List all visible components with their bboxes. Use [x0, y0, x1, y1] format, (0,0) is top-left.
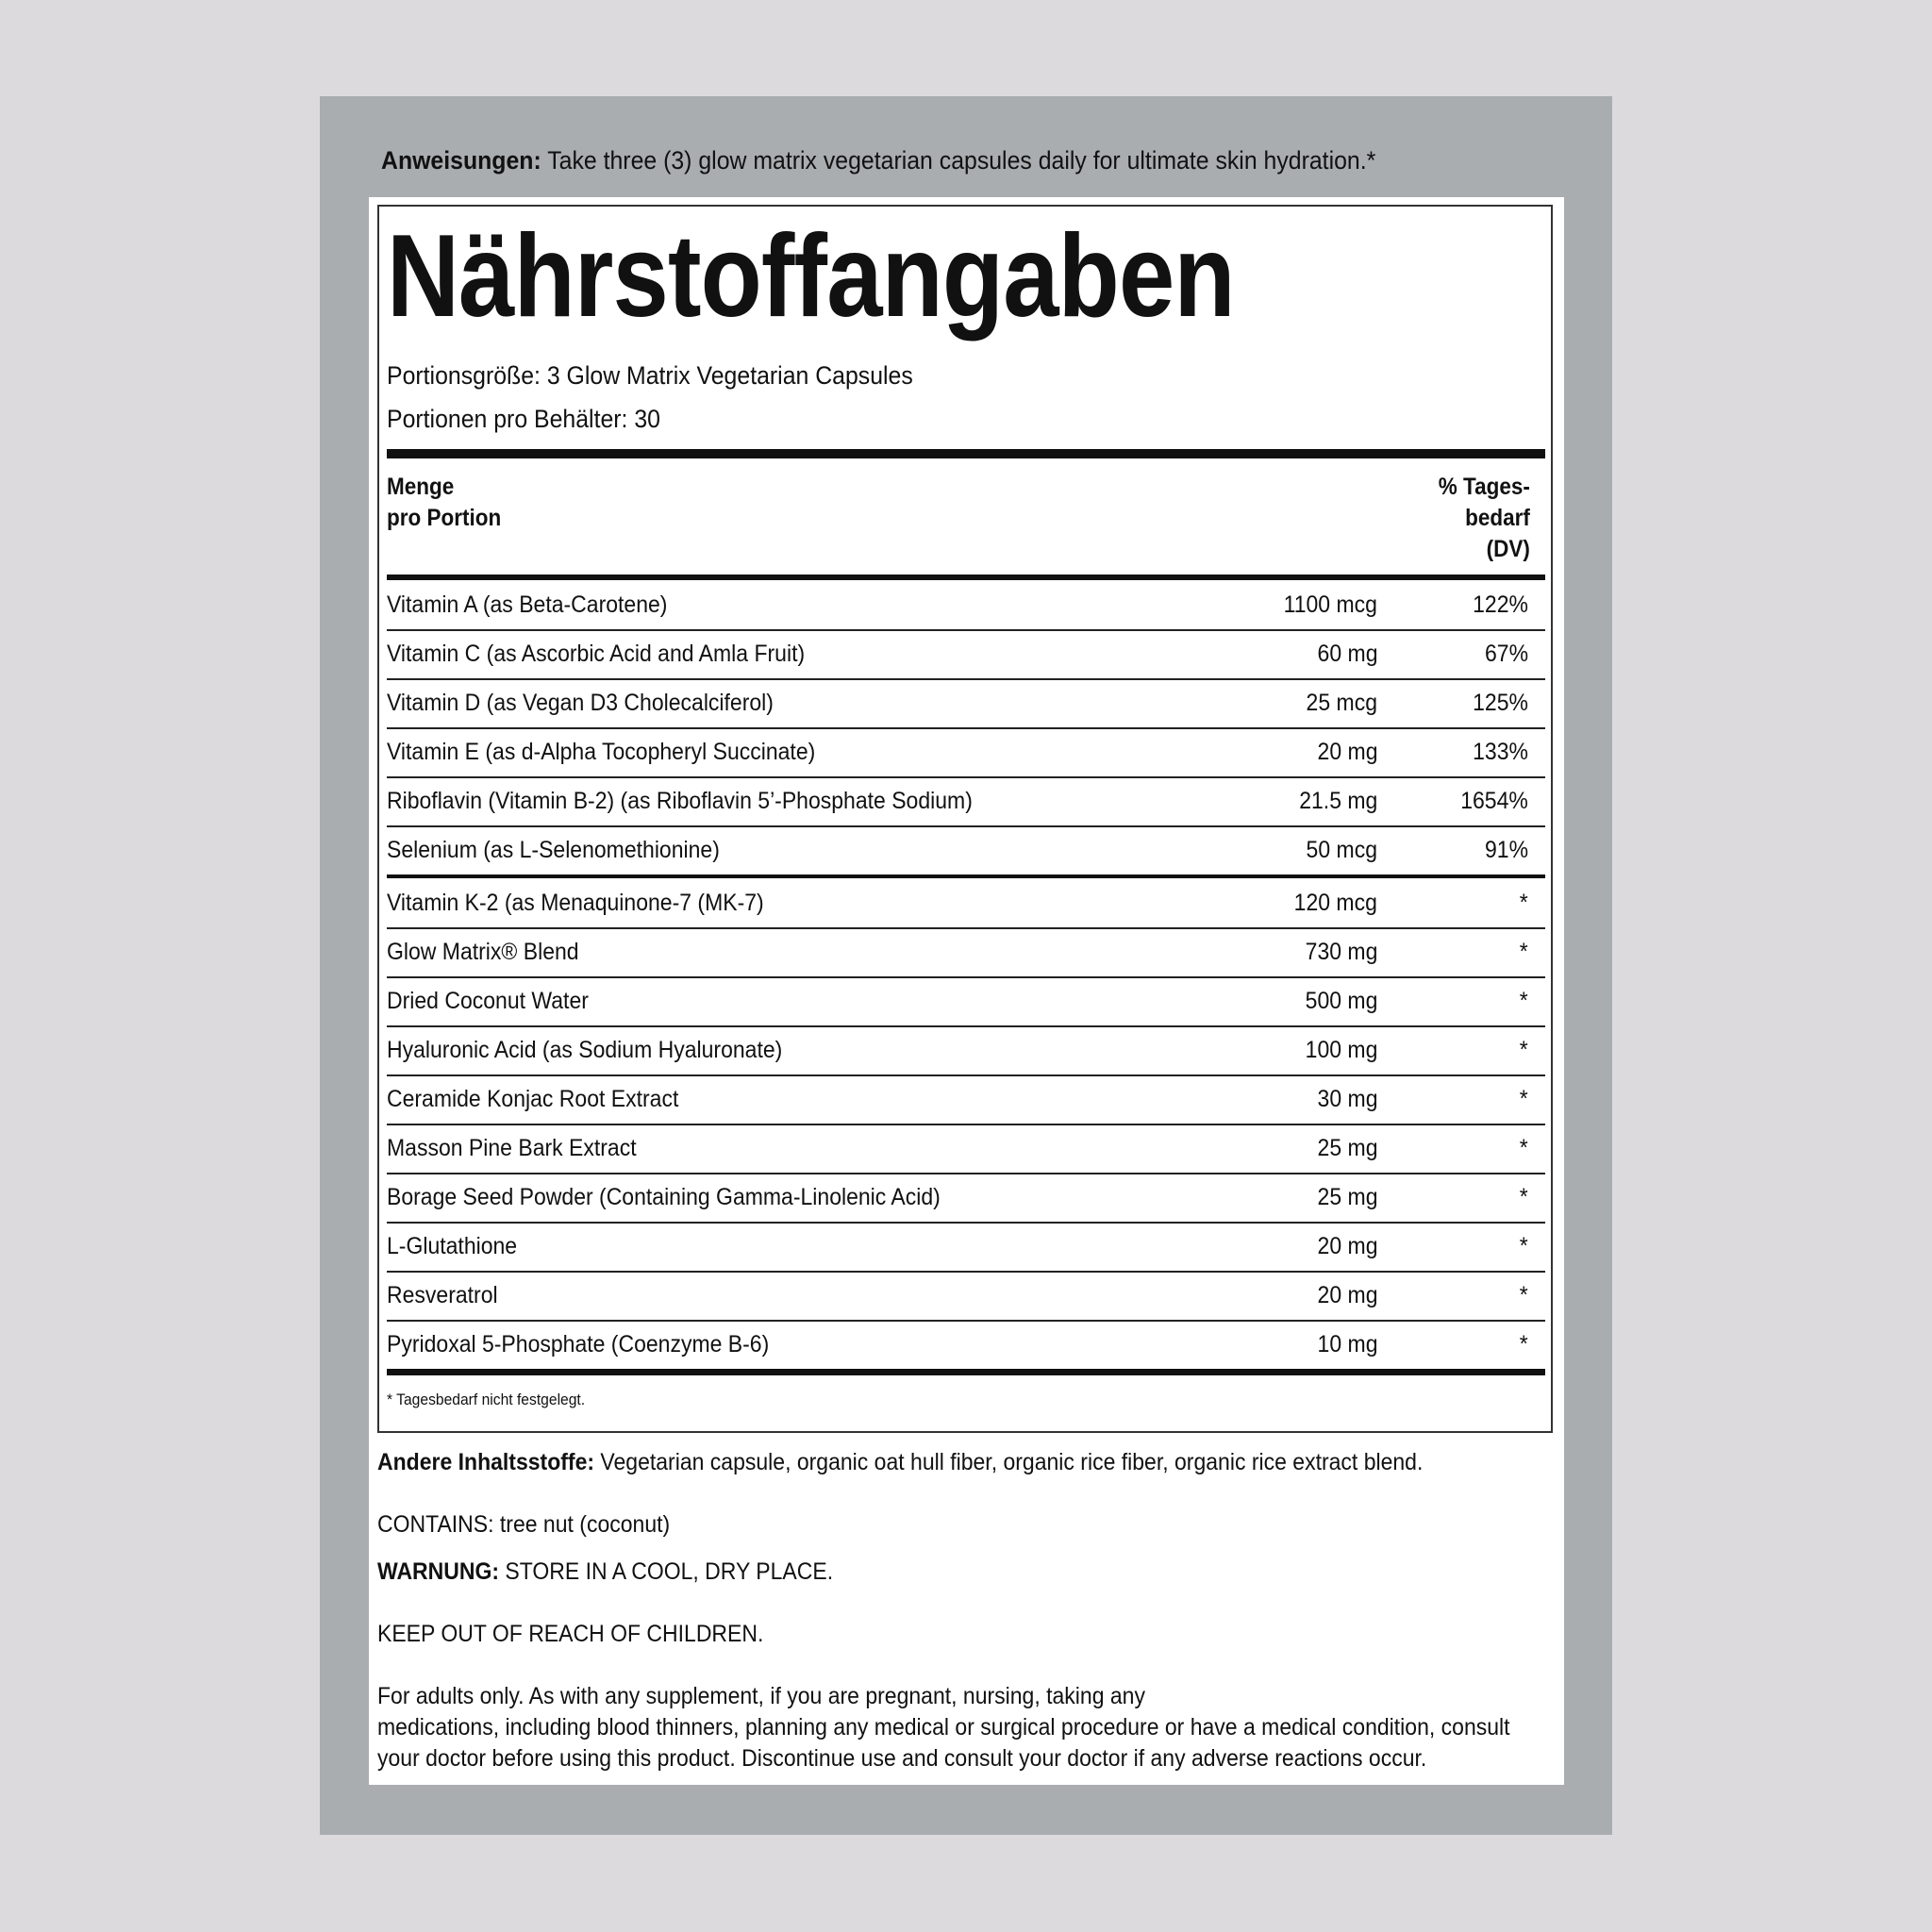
directions-label: Anweisungen: [381, 146, 541, 175]
nutrient-amount: 25 mcg [1306, 690, 1377, 716]
nutrient-amount: 1100 mcg [1283, 591, 1377, 618]
nutrient-name: Vitamin K-2 (as Menaquinone-7 (MK-7) [387, 890, 764, 916]
table-row [387, 927, 1545, 978]
other-ingredients-text: Vegetarian capsule, organic oat hull fiber, organic rice fiber, organic rice extract blend. [594, 1449, 1424, 1475]
nutrient-dv: * [1520, 1135, 1528, 1161]
nutrient-name: Vitamin D (as Vegan D3 Cholecalciferol) [387, 690, 774, 716]
nutrient-name: Dried Coconut Water [387, 988, 589, 1014]
dv-header-line2: bedarf [1465, 505, 1530, 531]
nutrient-amount: 120 mcg [1293, 890, 1377, 916]
table-row [387, 678, 1545, 729]
nutrient-amount: 500 mg [1305, 988, 1377, 1014]
nutrient-name: Vitamin A (as Beta-Carotene) [387, 591, 668, 618]
nutrient-amount: 100 mg [1305, 1037, 1377, 1063]
amount-header-line1: Menge [387, 474, 455, 500]
dv-header-line3: (DV) [1486, 536, 1530, 562]
nutrient-amount: 60 mg [1317, 641, 1377, 667]
nutrient-name: Riboflavin (Vitamin B-2) (as Riboflavin 5’-Phosphate Sodium) [387, 788, 973, 814]
table-row [387, 776, 1545, 827]
table-row [387, 1173, 1545, 1224]
directions [381, 142, 1375, 179]
nutrient-dv: * [1520, 939, 1528, 965]
dv-header-line1: % Tages- [1438, 474, 1530, 500]
nutrient-dv: 125% [1473, 690, 1528, 716]
table-row [387, 1222, 1545, 1273]
nutrient-name: Selenium (as L-Selenomethionine) [387, 837, 720, 863]
nutrient-dv: * [1520, 1184, 1528, 1210]
nutrient-amount: 20 mg [1317, 1282, 1377, 1308]
warning [377, 1557, 833, 1588]
dv-footnote: * Tagesbedarf nicht festgelegt. [387, 1391, 586, 1408]
nutrient-amount: 20 mg [1317, 1233, 1377, 1259]
adults-only-line2: medications, including blood thinners, planning any medical or surgical procedure or have a medical condition, consult [377, 1714, 1510, 1740]
table-row [387, 1025, 1545, 1076]
thick-rule-top [387, 449, 1545, 458]
table-row [387, 727, 1545, 778]
other-ingredients-label: Andere Inhaltsstoffe: [377, 1449, 595, 1475]
nutrient-name: Borage Seed Powder (Containing Gamma-Linolenic Acid) [387, 1184, 941, 1210]
warning-text: STORE IN A COOL, DRY PLACE. [499, 1558, 834, 1585]
nutrient-dv: * [1520, 988, 1528, 1014]
nutrient-dv: 1654% [1460, 788, 1528, 814]
allergen-contains: CONTAINS: tree nut (coconut) [377, 1511, 671, 1538]
nutrient-dv: * [1520, 1282, 1528, 1308]
nutrient-amount: 30 mg [1317, 1086, 1377, 1112]
nutrient-name: Hyaluronic Acid (as Sodium Hyaluronate) [387, 1037, 783, 1063]
table-row [387, 1124, 1545, 1174]
nutrient-name: Pyridoxal 5-Phosphate (Coenzyme B-6) [387, 1331, 770, 1357]
facts-title: Nährstoffangaben [387, 211, 1235, 341]
table-row [387, 878, 1545, 929]
nutrient-name: Vitamin E (as d-Alpha Tocopheryl Succinate) [387, 739, 816, 765]
nutrient-dv: 133% [1473, 739, 1528, 765]
servings-per-container: Portionen pro Behälter: 30 [387, 405, 661, 433]
daily-value-header [1439, 472, 1530, 565]
nutrient-dv: 122% [1473, 591, 1528, 618]
nutrient-dv: * [1520, 890, 1528, 916]
table-row [387, 1271, 1545, 1322]
nutrient-amount: 20 mg [1317, 739, 1377, 765]
nutrient-name: L-Glutathione [387, 1233, 518, 1259]
table-row [387, 580, 1545, 631]
table-row [387, 1320, 1545, 1369]
table-row [387, 976, 1545, 1027]
nutrient-name: Vitamin C (as Ascorbic Acid and Amla Fruit) [387, 641, 806, 667]
keep-out-of-reach: KEEP OUT OF REACH OF CHILDREN. [377, 1621, 764, 1647]
nutrient-name: Resveratrol [387, 1282, 498, 1308]
nutrient-amount: 10 mg [1317, 1331, 1377, 1357]
nutrient-dv: * [1520, 1331, 1528, 1357]
nutrient-amount: 25 mg [1317, 1135, 1377, 1161]
nutrient-amount: 25 mg [1317, 1184, 1377, 1210]
nutrient-dv: 67% [1484, 641, 1528, 667]
nutrient-dv: * [1520, 1037, 1528, 1063]
nutrient-dv: * [1520, 1086, 1528, 1112]
nutrient-name: Masson Pine Bark Extract [387, 1135, 637, 1161]
adults-only-line3: your doctor before using this product. Discontinue use and consult your doctor if any adverse reactions occur. [377, 1745, 1427, 1772]
warning-label: WARNUNG: [377, 1558, 500, 1585]
nutrient-amount: 21.5 mg [1298, 788, 1377, 814]
nutrient-name: Ceramide Konjac Root Extract [387, 1086, 679, 1112]
serving-size: Portionsgröße: 3 Glow Matrix Vegetarian Capsules [387, 361, 913, 390]
nutrient-amount: 50 mcg [1306, 837, 1377, 863]
table-row [387, 629, 1545, 680]
other-ingredients [377, 1447, 1423, 1478]
table-row [387, 825, 1545, 878]
adults-only-line1: For adults only. As with any supplement, if you are pregnant, nursing, taking any [377, 1683, 1145, 1709]
amount-per-serving-header [387, 472, 501, 534]
amount-header-line2: pro Portion [387, 505, 502, 531]
thick-rule-bottom [387, 1369, 1545, 1375]
nutrient-name: Glow Matrix® Blend [387, 939, 579, 965]
directions-text: Take three (3) glow matrix vegetarian capsules daily for ultimate skin hydration.* [541, 146, 1376, 175]
nutrient-amount: 730 mg [1305, 939, 1377, 965]
nutrient-dv: * [1520, 1233, 1528, 1259]
table-row [387, 1074, 1545, 1125]
nutrient-dv: 91% [1484, 837, 1528, 863]
